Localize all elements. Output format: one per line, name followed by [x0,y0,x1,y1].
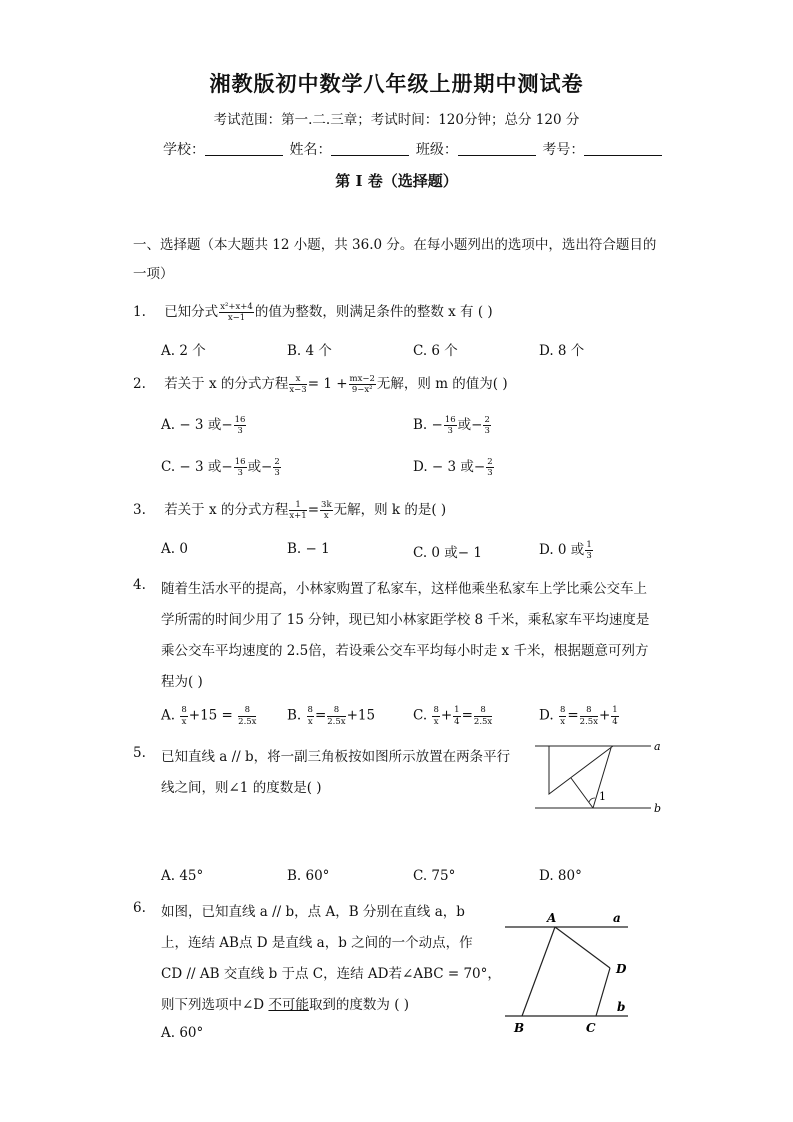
q4-option-b[interactable]: B. $\frac{8}{x}$ = $\frac{8}{2.5x}$ +15 [287,705,376,727]
student-info-row [163,139,664,159]
page-title: 湘教版初中数学八年级上册期中测试卷 [209,71,584,96]
q2-option-c[interactable]: C. − 3 或− $\frac{16}{3}$ 或− $\frac{2}{3}$ [161,456,280,478]
q2-equals: = 1 + [307,376,348,392]
school-label: 学校： [163,142,205,158]
q3-option-a[interactable]: A. 0 [161,541,188,557]
q1-fraction: $\frac{\text{x²+x+4}}{x-1}$ [220,301,253,323]
q5-line-2: 线之间，则∠1 的度数是( ) [161,780,322,796]
number-label: 考号： [542,142,585,158]
q3-fraction-2: $\frac{3k}{x}$ [321,499,332,521]
q2-number: 2. [133,376,146,392]
q3-option-b[interactable]: B. − 1 [287,541,330,557]
q4-line-3: 乘公交车平均速度的 2.5倍，若设乘公交车平均每小时走 x 千米，根据题意可列方 [161,643,649,659]
q4-option-d[interactable]: D. $\frac{8}{x}$ = $\frac{8}{2.5x}$ + $\frac{1}{4}$ [539,705,618,727]
q5-label-a: a [654,740,661,753]
exam-info: 考试范围：第一.二.三章；考试时间：120分钟；总分 120 分 [213,112,580,128]
q1-option-b[interactable]: B. 4 个 [287,343,332,359]
q4-option-c[interactable]: C. $\frac{8}{x}$ + $\frac{1}{4}$ = $\frac{8}{2.5x}$ [413,705,493,727]
q2-option-b[interactable]: B. − $\frac{16}{3}$ 或− $\frac{2}{3}$ [413,414,490,436]
question-1 [133,300,493,323]
number-blank[interactable] [584,141,662,156]
q5-triangle-2-side [571,778,593,808]
q1-option-c[interactable]: C. 6 个 [413,343,458,359]
name-blank[interactable] [331,141,409,156]
part-heading: 第 I 卷（选择题） [335,172,458,190]
section-heading-line2: 一项） [133,266,174,282]
q6-number: 6. [133,900,146,916]
q4-line-2: 学所需的时间少用了 15 分钟，现已知小林家距学校 8 千米，乘私家车平均速度是 [161,612,650,628]
q5-triangle-1 [549,746,613,794]
q5-figure [533,738,665,818]
q6-label-B: B [514,1021,525,1035]
q5-line-1: 已知直线 a // b，将一副三角板按如图所示放置在两条平行 [161,749,511,765]
q4-option-a[interactable]: A. $\frac{8}{x}$ +15 = $\frac{8}{2.5x}$ [161,705,257,727]
q3-fraction-1: $\frac{1}{x+1}$ [289,499,307,521]
q6-segment-AD [555,927,610,968]
q2-fraction-1: $\frac{x}{x-3}$ [289,373,307,395]
q5-angle-arc [589,798,595,802]
q6-segment-AB [522,927,555,1016]
section-heading-line1: 一、选择题（本大题共 12 小题，共 36.0 分。在每小题列出的选项中，选出符合题目的 [133,237,657,253]
q5-option-c[interactable]: C. 75° [413,868,456,884]
q5-label-1: 1 [599,790,606,803]
class-label: 班级： [415,142,458,158]
q5-label-b: b [654,802,662,815]
q3-text: 若关于 x 的分式方程 [164,502,289,518]
q6-line-1: 如图，已知直线 a // b，点 A，B 分别在直线 a，b [161,904,465,920]
q6-line-2: 上，连结 AB点 D 是直线 a，b 之间的一个动点，作 [161,935,473,951]
q3-equals: = [307,502,320,518]
q3-option-d[interactable]: D. 0 或 $\frac{1}{3}$ [539,539,592,561]
question-2 [133,372,508,395]
q1-text-end: 的值为整数，则满足条件的整数 x 有 ( ) [254,304,493,320]
q5-number: 5. [133,745,146,761]
q2-fraction-2: $\frac{mx-2}{\text{9−x²}}$ [349,373,375,395]
q4-line-1: 随着生活水平的提高，小林家购置了私家车，这样他乘坐私家车上学比乘公交车上 [161,581,647,597]
class-blank[interactable] [458,141,536,156]
q5-option-a[interactable]: A. 45° [161,868,204,884]
q1-number: 1. [133,304,146,320]
school-blank[interactable] [205,141,283,156]
q2-text: 若关于 x 的分式方程 [164,376,289,392]
q3-option-c[interactable]: C. 0 或− 1 [413,545,483,561]
q4-line-4: 程为( ) [161,674,203,690]
q6-line-4: 则下列选项中∠D 不可能取到的度数为 ( ) [161,997,410,1013]
q2-option-d[interactable]: D. − 3 或− $\frac{2}{3}$ [413,456,493,478]
q2-text-end: 无解，则 m 的值为( ) [376,376,508,392]
q6-line-3: CD // AB 交直线 b 于点 C，连结 AD若∠ABC = 70°， [161,966,501,982]
q6-label-b: b [617,1000,626,1014]
q6-figure [500,905,640,1040]
name-label: 姓名： [289,142,332,158]
q2-option-a[interactable]: A. − 3 或− $\frac{16}{3}$ [161,414,246,436]
q4-number: 4. [133,577,146,593]
q3-number: 3. [133,502,146,518]
q1-option-a[interactable]: A. 2 个 [161,343,206,359]
q6-segment-DC [596,968,610,1016]
q6-label-D: D [616,962,627,976]
question-3 [133,498,446,521]
q6-label-C: C [586,1021,596,1035]
q5-option-b[interactable]: B. 60° [287,868,330,884]
q3-text-end: 无解，则 k 的是( ) [333,502,447,518]
q6-label-A: A [547,911,557,925]
q1-option-d[interactable]: D. 8 个 [539,343,585,359]
q6-label-a: a [613,911,621,925]
q6-underlined: 不可能 [268,997,309,1013]
q1-text: 已知分式 [164,304,219,320]
q5-option-d[interactable]: D. 80° [539,868,582,884]
q6-option-a[interactable]: A. 60° [161,1025,204,1041]
